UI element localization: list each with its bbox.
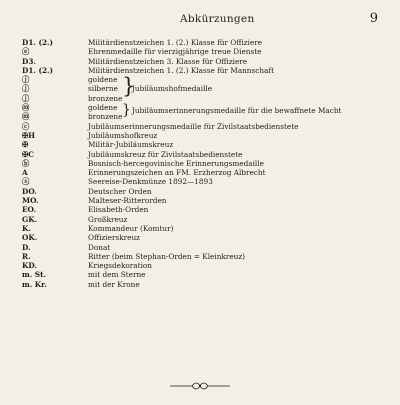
description: Ehrenmedaille für vierzigjährige treue Dienste [88,47,262,57]
list-item [0,140,400,149]
list-item [0,94,400,103]
abbreviation: R. [22,251,31,261]
group-description: Jubiläumshofmedaille [132,84,213,94]
ornament-divider [168,382,232,390]
description: Militärdienstzeichen 1. (2.) Klasse für Mannschaft [88,65,275,75]
abbreviation: A [22,168,28,178]
list-item [0,66,400,75]
list-item [0,159,400,168]
description: Militärdienstzeichen 3. Klasse für Offiziere [88,56,248,66]
description: Ritter (beim Stephan-Orden = Kleinkreuz) [88,251,246,261]
abbreviation: K. [22,223,31,233]
description: Deutscher Orden [88,186,152,196]
description: Elisabeth-Orden [88,205,149,215]
list-item [0,280,400,289]
abbreviation: m. St. [22,270,46,280]
abbreviation: ✠C [22,149,34,159]
abbreviation-list [0,38,400,289]
description: goldene [88,103,118,113]
abbreviation: D3. [22,56,36,66]
list-item [0,261,400,270]
list-item [0,252,400,261]
brace: } [122,74,136,99]
list-item [0,150,400,159]
list-item [0,122,400,131]
group-description: Jubiläumserinnerungsmedaille für die bewaffnete Macht [132,106,342,116]
description: Donat [88,242,111,252]
description: Jubiläumserinnerungsmedaille für Zivilstaatsbedienstete [88,121,299,131]
abbreviation: GK. [22,214,38,224]
description: bronzene [88,93,123,103]
list-item [0,57,400,66]
description: Großkreuz [88,214,128,224]
abbreviation: ⓙ [22,93,30,103]
list-item [0,84,400,93]
description: Kommandeur (Komtur) [88,223,174,233]
description: Seereise-Denkmünze 1892—1893 [88,177,213,187]
list-item [0,224,400,233]
abbreviation: DO. [22,186,37,196]
abbreviation: ⓑ [22,158,30,168]
description: Erinnerungszeichen an FM. Erzherzog Albrecht [88,168,266,178]
list-item [0,187,400,196]
abbreviation: ⓙ [22,75,30,85]
abbreviation: EO. [22,205,37,215]
description: Bosnisch-hercegovinische Erinnerungsmedaille [88,158,264,168]
description: Kriegsdekoration [88,261,153,271]
list-item [0,131,400,140]
abbreviation: ✠H [22,130,36,140]
description: goldene [88,75,118,85]
description: Militär-Jubiläumskreuz [88,140,174,150]
list-item [0,112,400,121]
description: bronzene [88,112,123,122]
abbreviation: m. Kr. [22,279,47,289]
abbreviation: D. [22,242,31,252]
abbreviation: ⓒ [22,121,30,131]
list-item [0,243,400,252]
list-item [0,196,400,205]
description: Offizierskreuz [88,233,141,243]
list-item [0,177,400,186]
abbreviation: MO. [22,196,39,206]
list-item [0,270,400,279]
list-item [0,38,400,47]
abbreviation: ✠ [22,140,29,150]
page-number: 9 [369,11,378,26]
page-title: Abkürzungen [180,13,255,25]
description: mit dem Sterne [88,270,146,280]
list-item [0,47,400,56]
abbreviation: D1. (2.) [22,38,54,47]
list-item [0,168,400,177]
abbreviation: ⓙ [22,84,30,94]
abbreviation: ⓢ [22,177,30,187]
description: Jubiläumskreuz für Zivilstaatsbedienstete [88,149,243,159]
abbreviation: ⓜ [22,112,30,122]
description: Malteser-Ritterorden [88,196,167,206]
description: mit der Krone [88,279,140,289]
abbreviation: ⓜ [22,103,30,113]
list-item [0,233,400,242]
description: Militärdienstzeichen 1. (2.) Klasse für Offiziere [88,38,263,47]
description: silberne [88,84,118,94]
abbreviation: ⓔ [22,47,30,57]
description: Jubiläumshofkreuz [88,130,158,140]
brace: } [122,102,131,119]
abbreviation: KD. [22,261,37,271]
list-item [0,205,400,214]
page-header [0,13,400,29]
list-item [0,215,400,224]
abbreviation: OK. [22,233,38,243]
abbreviation: D1. (2.) [22,65,54,75]
